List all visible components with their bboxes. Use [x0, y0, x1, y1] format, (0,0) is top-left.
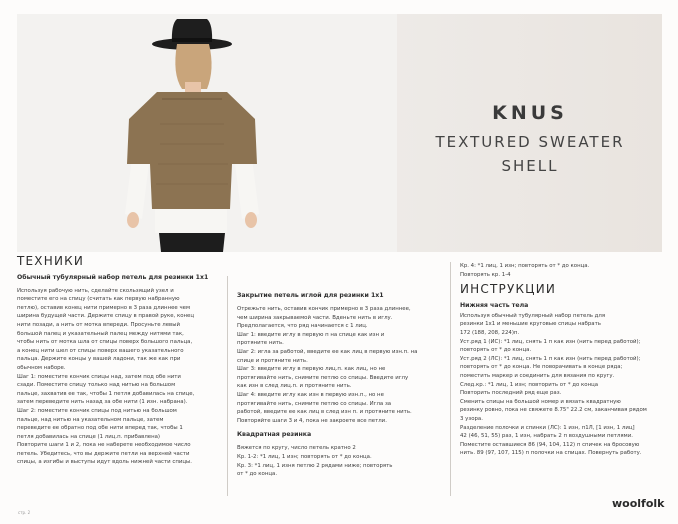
text-line: нить. 89 (97, 107, 115) п полочки на спицах. Повернуть работу. [460, 450, 642, 457]
text-line: а конец нити шел от спицы поверх вашего указательного [17, 347, 184, 354]
text-line: Кр. 4: *1 лиц, 1 изн; повторять от * до конца. [460, 263, 590, 269]
text-line: Шаг 2: игла за работой, введите ее как лиц в первую изн.п. на [237, 348, 418, 355]
text-line: резинку ровно, пока не свяжете 8.75" 22.2 см, заканчивая рядом [460, 407, 647, 414]
text-line: Кр. 1-2: *1 лиц, 1 изн; повторять от * до конца. [237, 453, 372, 460]
text-line: Используя обычный тубулярный набор петель для [460, 312, 606, 319]
text-line: Поместите оставшиеся 86 (94, 104, 112) п спичек на бросовую [460, 441, 640, 448]
text-line: чем ширина закрываемой части. Вденьте нить в иглу. [237, 314, 393, 321]
text-line: Повторять кр. 1-4 [460, 271, 511, 278]
text-line: спице и протяните нить. [237, 357, 308, 364]
bind-off-column [237, 292, 442, 479]
text-line: пальца. Держите концы у вашей ладони, так же как при [17, 356, 181, 363]
text-line: петлю), оставив конец нити примерно в 3 раза длиннее чем [17, 304, 191, 311]
square-rib-heading: Квадратная резинка [237, 431, 312, 439]
lower-body-heading: Нижняя часть тела [460, 301, 529, 309]
text-line: Шаг 1: введите иглу в первую п на спице как изн и [237, 331, 385, 338]
model-photo [17, 14, 397, 252]
hero-banner [17, 14, 662, 252]
section-heading-techniques: ТЕХНИКИ [17, 254, 85, 268]
square-rib-continued [460, 262, 665, 279]
tubular-cast-on-heading: Обычный тубулярный набор петель для резинки 1х1 [17, 273, 209, 281]
column-divider [227, 276, 228, 496]
text-line: большой палец и указательный палец между нитями так, [17, 330, 184, 337]
text-line: работой, введите ее как лиц в след изн п. и протяните нить. [237, 409, 412, 416]
text-line: протягивайте нить, снимите петлю со спицы. Игла за [237, 400, 392, 407]
tubular-cast-on-text [17, 287, 217, 467]
text-line: Шаг 1: поместите кончик спицы над, затем под обе нити [17, 373, 181, 380]
text-line: сзади. Поместите спицу только над нитью на большом [17, 382, 176, 389]
text-line: ширина будущей части. Держите спицу в правой руке, конец [17, 313, 195, 320]
text-line: Шаг 2: поместите кончик спицы под нитью на большом [17, 407, 177, 414]
text-line: протяните нить. [237, 340, 284, 347]
text-line: поместить маркер и соединить для вязания по кругу. [460, 372, 615, 379]
text-line: от * до конца. [237, 471, 278, 478]
text-line: повторять от * до конца. Не поворачивать в конце ряда; [460, 364, 623, 371]
text-line: Сменить спицы на большой номер и вязать квадратную [460, 398, 621, 405]
text-line: Используя рабочую нить, сделайте скользящий узел и [17, 287, 174, 294]
title-line-2: SHELL [501, 157, 559, 175]
text-line: спицы, а изгибы и выступы идут вдоль нижней части спицы. [17, 459, 192, 466]
text-line: Повторить последний ряд еще раз. [460, 390, 562, 397]
bind-off-text [237, 305, 442, 425]
title-line-1: TEXTURED SWEATER [435, 133, 625, 151]
text-line: нити позади, а нить от мотка впереди. Просуньте левый [17, 321, 180, 328]
text-line: Разделение полочки и спинки (ЛС): 1 изн, п1Л, [1 изн, 1 лиц] [460, 424, 635, 431]
text-line: Уст.ряд 1 (ИС): *1 лиц, снять 1 п как изн (нить перед работой); [460, 338, 641, 345]
text-line: чтобы нить от мотка шла от спицы поверх большого пальца, [17, 339, 193, 346]
text-line: Повторите шаги 1 и 2, пока не наберете необходимое число [17, 442, 191, 449]
text-line: Шаг 4: введите иглу как изн в первую изн.п., но не [237, 391, 384, 398]
text-line: Шаг 3: введите иглу в первую лиц.п. как лиц, но не [237, 366, 386, 373]
text-line: 42 (46, 51, 55) раз, 1 изн, набрать 2 п воздушными петлями. [460, 433, 633, 440]
text-line: повторять от * до конца. [460, 347, 532, 354]
woolfolk-logo: woolfolk [612, 497, 665, 510]
instructions-column [460, 262, 665, 458]
text-line: пальце, захватив ее так, чтобы 1 петля добавилась на спице, [17, 390, 195, 397]
text-line: Уст.ряд 2 (ЛС): *1 лиц, снять 1 п как изн (нить перед работой); [460, 355, 641, 362]
column-divider [450, 262, 451, 496]
text-line: 3 узора. [460, 415, 483, 422]
text-line: Вяжется по кругу, число петель кратно 2 [237, 445, 356, 452]
text-line: Кр. 3: *1 лиц, 1 изня петлю 2 рядами ниже; повторять [237, 462, 393, 469]
text-line: пальце, над нитью на указательном пальце, затем [17, 416, 164, 423]
text-line: 172 (188, 208, 224)п. [460, 329, 520, 336]
text-line: обычном наборе. [17, 364, 66, 371]
text-line: След.кр.: *1 лиц, 1 изн; повторить от * до конца [460, 381, 599, 388]
text-line: Отрежьте нить, оставив кончик примерно в 3 раза длиннее, [237, 306, 411, 312]
text-line: протягивайте нить, снимите петлю со спицы. Введите иглу [237, 374, 409, 381]
text-line: петель. Убедитесь, что вы держите петли на верхней части [17, 450, 190, 457]
square-rib-text [237, 444, 442, 478]
text-line: затем переведите нить назад за обе нити (1 изн. набрана). [17, 399, 188, 406]
text-line: петля добавилась на спице (1 лиц.п. прибавлена) [17, 433, 161, 440]
section-heading-instructions: ИНСТРУКЦИИ [460, 282, 557, 297]
brand-name: KNUS [492, 102, 568, 124]
text-line: переведите ее обратно под обе нити вперед так, чтобы 1 [17, 425, 183, 432]
page-number: стр. 2 [18, 510, 31, 515]
text-line: Предполагается, что ряд начинается с 1 лиц. [237, 323, 368, 330]
text-line: поместите его на спицу (считать как первую набранную [17, 296, 180, 303]
text-line: резинки 1х1 и меньшие круговые спицы набрать [460, 321, 601, 328]
text-line: как изн в след лиц.п. и протяните нить. [237, 383, 352, 390]
techniques-column [17, 254, 217, 467]
lower-body-text [460, 312, 665, 458]
bind-off-heading: Закрытие петель иглой для резинки 1х1 [237, 292, 384, 299]
pattern-title [405, 102, 655, 178]
text-line: Повторяйте шаги 3 и 4, пока не закроете все петли. [237, 417, 387, 424]
